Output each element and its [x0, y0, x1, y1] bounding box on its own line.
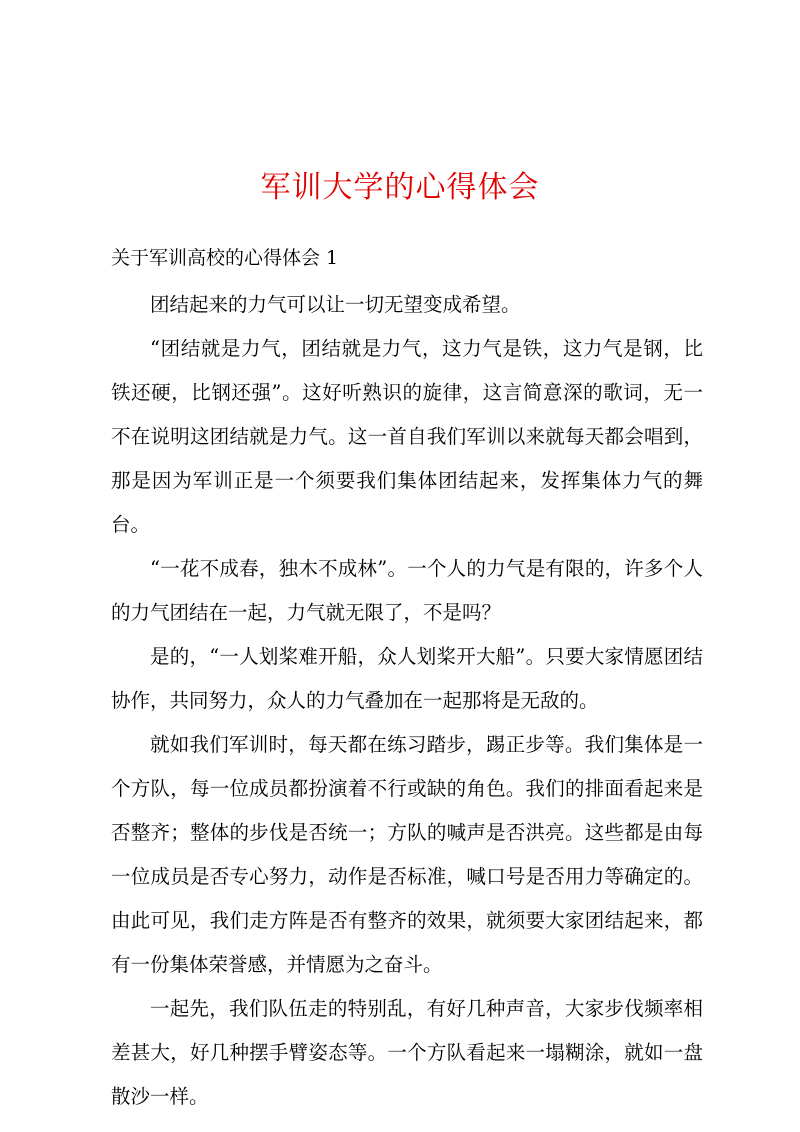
document-subtitle: 关于军训高校的心得体会 1 — [111, 247, 339, 269]
document-body — [111, 283, 703, 1119]
paragraph: “一花不成春，独木不成林”。一个人的力气是有限的，许多个人的力气团结在一起，力气就无限了，不是吗？ — [111, 557, 703, 624]
paragraph: 团结起来的力气可以让一切无望变成希望。 — [150, 293, 521, 316]
paragraph: 一起先，我们队伍走的特别乱，有好几种声音，大家步伐频率相差甚大，好几种摆手臂姿态等。一个方队看起来一塌糊涂，就如一盘散沙一样。 — [111, 997, 703, 1108]
paragraph: 是的，“一人划桨难开船，众人划桨开大船”。只要大家情愿团结协作，共同努力，众人的力气叠加在一起那将是无敌的。 — [111, 645, 703, 712]
paragraph: “团结就是力气，团结就是力气，这力气是铁，这力气是钢，比铁还硬，比钢还强”。这好听熟识的旋律，这言简意深的歌词，无一不在说明这团结就是力气。这一首自我们军训以来就每天都会唱到，那是因为军训正是一个须要我们集体团结起来，发挥集体力气的舞台。 — [111, 337, 703, 536]
document-title: 军训大学的心得体会 — [260, 170, 540, 205]
paragraph: 就如我们军训时，每天都在练习踏步，踢正步等。我们集体是一个方队，每一位成员都扮演着不行或缺的角色。我们的排面看起来是否整齐；整体的步伐是否统一；方队的喊声是否洪亮。这些都是由每一位成员是否专心努力，动作是否标准，喊口号是否用力等确定的。由此可见，我们走方阵是否有整齐的效果，就须要大家团结起来，都有一份集体荣誉感，并情愿为之奋斗。 — [111, 733, 703, 976]
